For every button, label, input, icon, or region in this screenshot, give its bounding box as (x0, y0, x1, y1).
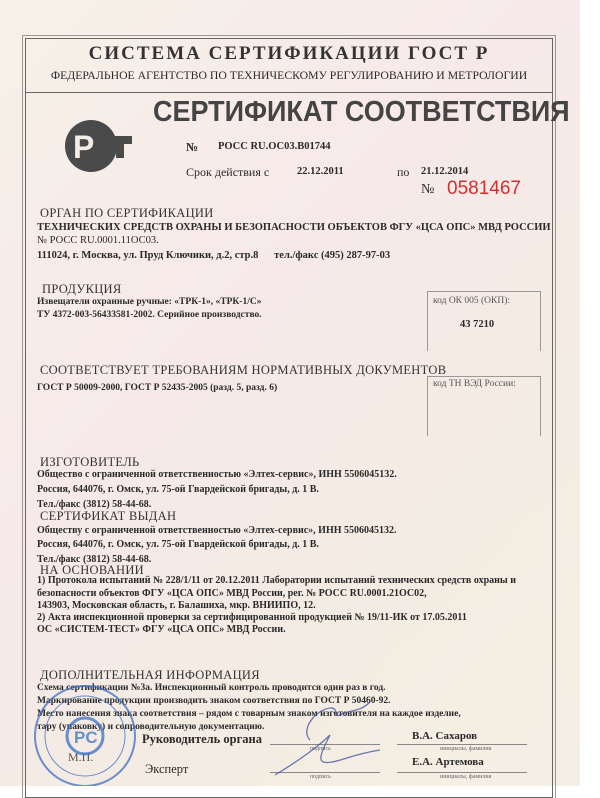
valid-to: 21.12.2014 (421, 166, 469, 177)
product-heading: ПРОДУКЦИЯ (42, 282, 122, 296)
signature-marks (270, 690, 390, 780)
body-line: ТЕХНИЧЕСКИХ СРЕДСТВ ОХРАНЫ И БЕЗОПАСНОСТИ ОБЪЕКТОВ ФГУ «ЦСА ОПС» МВД РОССИИ (37, 222, 551, 233)
rst-logo-icon (64, 118, 136, 174)
okp-value: 43 7210 (460, 319, 495, 330)
sign-caption: подпись (310, 774, 331, 780)
basis-line: 2) Акта инспекционной проверки за сертифицированной продукцией № 19/11-ИК от 17.05.2011 (37, 612, 467, 623)
additional-line: Схема сертификации №3а. Инспекционный контроль проводится один раз в год. (37, 683, 386, 693)
number-label: № (186, 140, 199, 154)
manufacturer-heading: ИЗГОТОВИТЕЛЬ (40, 455, 140, 469)
basis-heading: НА ОСНОВАНИИ (40, 563, 145, 577)
additional-line: тару (упаковку) и сопроводительную документацию. (37, 722, 265, 732)
head-name-line (397, 744, 527, 745)
expert-name: Е.А. Артемова (412, 756, 484, 768)
svg-text:PC: PC (74, 728, 98, 747)
blank-label: № (421, 182, 435, 197)
basis-line: безопасности объектов ФГУ «ЦСА ОПС» МВД России, рег. № РОСС RU.0001.21ОС02, (37, 588, 427, 599)
additional-line: Место нанесения знака соответствия – рядом с товарным знаком изготовителя на каждое изделие, (37, 709, 461, 719)
name-caption: инициалы, фамилия (440, 746, 492, 752)
basis-line: ОС «СИСТЕМ-ТЕСТ» ФГУ «ЦСА ОПС» МВД России. (37, 624, 286, 635)
okp-label: код ОК 005 (ОКП): (433, 296, 511, 306)
issued-line: Россия, 644076, г. Омск, ул. 75-ой Гвардейской бригады, д. 1 В. (37, 539, 319, 550)
expert-label: Эксперт (145, 762, 189, 776)
agency-title: ФЕДЕРАЛЬНОЕ АГЕНТСТВО ПО ТЕХНИЧЕСКОМУ РЕГУЛИРОВАНИЮ И МЕТРОЛОГИИ (50, 70, 528, 82)
validity-label: Срок действия с (186, 165, 270, 179)
additional-line: Маркирование продукции производить знаком соответствия по ГОСТ Р 50460-92. (37, 696, 391, 706)
manufacturer-line: Общество с ограниченной ответственностью «Элтех-сервис», ИНН 5506045132. (37, 469, 397, 480)
product-line: ТУ 4372-003-56433581-2002. Серийное производство. (37, 310, 262, 320)
body-line: 111024, г. Москва, ул. Пруд Ключики, д.2, стр.8 тел./факс (495) 287-97-03 (37, 250, 391, 261)
svg-text:P: P (73, 129, 95, 165)
issued-heading: СЕРТИФИКАТ ВЫДАН (40, 509, 177, 523)
manufacturer-line: Тел./факс (3812) 58-44-68. (37, 499, 152, 510)
sign-caption: подпись (310, 746, 331, 752)
body-line: № РОСС RU.0001.11ОС03. (37, 235, 159, 246)
product-line: Извещатели охранные ручные: «ТРК-1», «ТРК-1/С» (37, 297, 262, 307)
head-label: Руководитель органа (142, 732, 262, 746)
name-caption: инициалы, фамилия (440, 774, 492, 780)
valid-from: 22.12.2011 (297, 166, 344, 177)
body-heading: ОРГАН ПО СЕРТИФИКАЦИИ (40, 206, 214, 220)
conformity-heading: СООТВЕТСТВУЕТ ТРЕБОВАНИЯМ НОРМАТИВНЫХ ДОКУМЕНТОВ (40, 363, 447, 377)
issued-line: Обществу с ограниченной ответственностью «Элтех-сервис», ИНН 5506045132. (37, 525, 397, 536)
basis-line: 1) Протокола испытаний № 228/1/11 от 20.12.2011 Лаборатории испытаний технических средств охраны и (37, 575, 516, 586)
conformity-line: ГОСТ Р 50009-2000, ГОСТ Р 52435-2005 (разд. 5, разд. 6) (37, 383, 278, 393)
manufacturer-line: Россия, 644076, г. Омск, ул. 75-ой Гвардейской бригады, д. 1 В. (37, 484, 319, 495)
system-title: СИСТЕМА СЕРТИФИКАЦИИ ГОСТ Р (88, 43, 490, 64)
certificate-number: РОСС RU.ОС03.В01744 (218, 141, 331, 152)
basis-line: 143903, Московская область, г. Балашиха, мкр. ВНИИПО, 12. (37, 600, 316, 611)
additional-heading: ДОПОЛНИТЕЛЬНАЯ ИНФОРМАЦИЯ (40, 668, 260, 682)
blank-number: 0581467 (447, 178, 521, 199)
issued-line: Тел./факс (3812) 58-44-68. (37, 554, 152, 565)
divider (25, 92, 553, 93)
tnved-label: код ТН ВЭД России: (433, 379, 516, 389)
head-name: В.А. Сахаров (412, 730, 478, 742)
expert-name-line (397, 772, 527, 773)
certificate-title: СЕРТИФИКАТ СООТВЕТСТВИЯ (153, 96, 570, 128)
stamp-label: М.П. (68, 750, 94, 764)
to-label: по (397, 165, 410, 179)
official-stamp-icon (30, 680, 140, 786)
